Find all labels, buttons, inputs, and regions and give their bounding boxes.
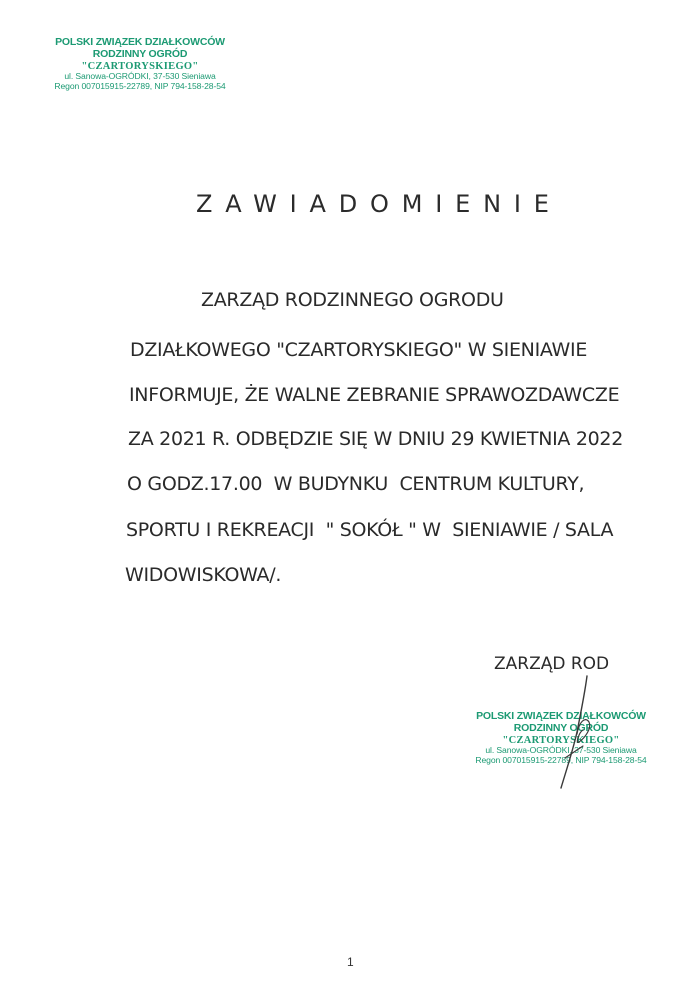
document-title: ZAWIADOMIENIE (196, 190, 562, 218)
body-line-5: O GODZ.17.00 W BUDYNKU CENTRUM KULTURY, (127, 473, 585, 495)
stamp-line-org: POLSKI ZWIĄZEK DZIAŁKOWCÓW (476, 710, 646, 722)
stamp-line-address: ul. Sanowa-OGRÓDKI, 37-530 Sieniawa (64, 71, 216, 82)
page-number: 1 (347, 955, 354, 969)
stamp-line-address: ul. Sanowa-OGRÓDKI, 37-530 Sieniawa (485, 745, 637, 756)
signature-label: ZARZĄD ROD (494, 654, 610, 674)
body-line-4: ZA 2021 R. ODBĘDZIE SIĘ W DNIU 29 KWIETNIA 2022 (128, 428, 624, 450)
stamp-line-regon: Regon 007015915-22789, NIP 794-158-28-54 (475, 754, 647, 765)
stamp-line-name: "CZARTORYSKIEGO" (81, 60, 199, 72)
stamp-line-name: "CZARTORYSKIEGO" (502, 734, 620, 746)
body-line-6: SPORTU I REKREACJI " SOKÓŁ " W SIENIAWIE / SALA (126, 519, 614, 541)
body-line-1: ZARZĄD RODZINNEGO OGRODU (201, 289, 504, 311)
stamp-line-garden: RODZINNY OGRÓD (513, 721, 609, 734)
body-line-3: INFORMUJE, ŻE WALNE ZEBRANIE SPRAWOZDAWCZE (129, 384, 620, 406)
body-line-7: WIDOWISKOWA/. (125, 564, 282, 586)
stamp-line-garden: RODZINNY OGRÓD (92, 47, 188, 60)
organization-stamp-top (50, 37, 230, 92)
stamp-line-regon: Regon 007015915-22789, NIP 794-158-28-54 (54, 80, 226, 91)
stamp-line-org: POLSKI ZWIĄZEK DZIAŁKOWCÓW (55, 36, 225, 48)
handwritten-signature (555, 672, 615, 792)
body-line-2: DZIAŁKOWEGO "CZARTORYSKIEGO" W SIENIAWIE (130, 339, 588, 361)
